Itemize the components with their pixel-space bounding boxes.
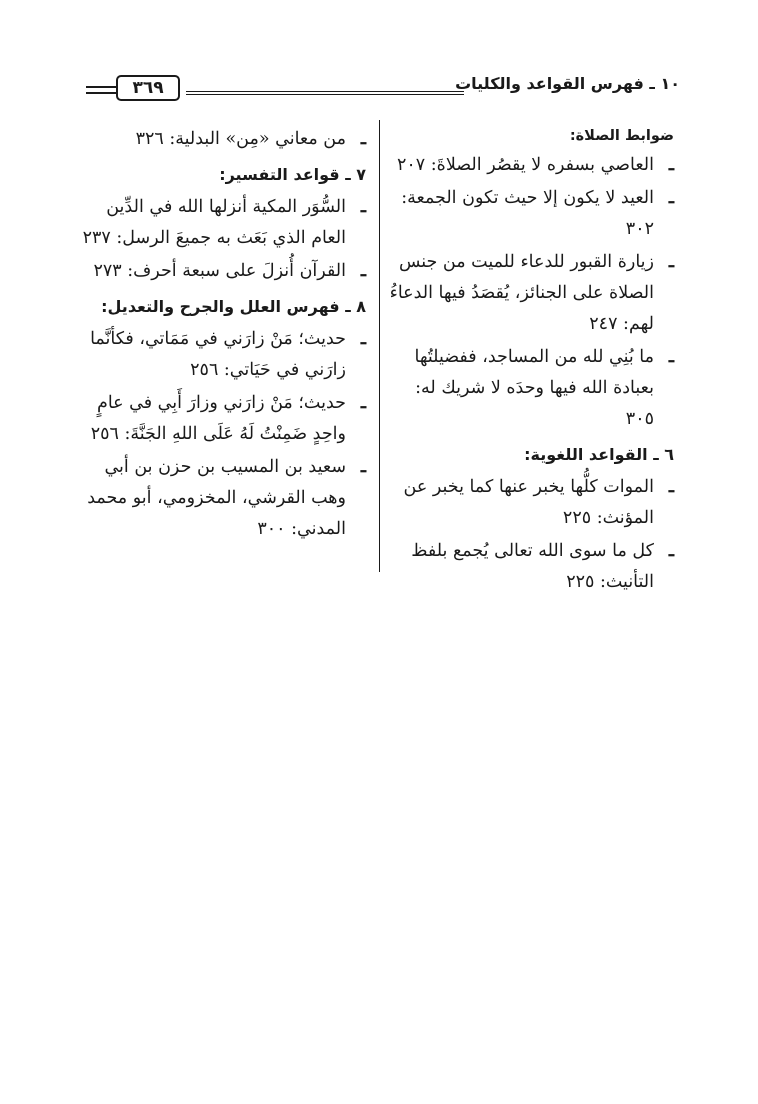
- entry-dash: ـ: [360, 457, 366, 477]
- entry-list: [66, 324, 366, 545]
- index-entry: [388, 536, 674, 598]
- entry-list: [66, 124, 366, 155]
- index-entry: [66, 256, 366, 287]
- subheading-prayer-rules: ضوابط الصلاة:: [569, 128, 674, 144]
- entry-dash: ـ: [360, 129, 366, 149]
- section-heading-6: ٦ ـ القواعد اللغوية:: [524, 445, 674, 464]
- header-rule: [186, 91, 464, 95]
- entry-dash: ـ: [360, 261, 366, 281]
- header-ornament-lines: [86, 86, 116, 98]
- page-number: ٣٦٩: [116, 75, 180, 101]
- running-title: ١٠ ـ فهرس القواعد والكليات: [455, 74, 680, 93]
- entry-text: السُّوَر المكية أنزلها الله في الدِّين العام الذي بَعَث به جميعَ الرسل: ٢٣٧: [82, 197, 346, 248]
- section-heading-7: ٧ ـ قواعد التفسير:: [219, 165, 366, 184]
- entry-text: من معاني «مِن» البدلية: ٣٢٦: [135, 129, 346, 149]
- entry-list: [388, 472, 674, 598]
- entry-text: زيارة القبور للدعاء للميت من جنس الصلاة على الجنائز، يُقصَدُ فيها الدعاءُ لهم: ٢٤٧: [389, 252, 654, 334]
- index-entry: [388, 472, 674, 534]
- entry-text: كل ما سوى الله تعالى يُجمع بلفظ التأنيث: ٢٢٥: [411, 541, 654, 592]
- entry-dash: ـ: [360, 197, 366, 217]
- entry-dash: ـ: [668, 188, 674, 208]
- entry-list: [388, 150, 674, 435]
- left-column: [66, 124, 366, 547]
- entry-text: ما بُنِي لله من المساجد، ففضيلتُها بعبادة الله فيها وحدَه لا شريك له: ٣٠٥: [414, 347, 654, 429]
- section-heading-8: ٨ ـ فهرس العلل والجرح والتعديل:: [101, 297, 366, 316]
- entry-dash: ـ: [668, 252, 674, 272]
- entry-text: القرآن أُنزلَ على سبعة أحرف: ٢٧٣: [93, 261, 346, 281]
- index-entry: [388, 150, 674, 181]
- index-entry: [66, 388, 366, 450]
- entry-text: الموات كلُّها يخبر عنها كما يخبر عن المؤنث: ٢٢٥: [403, 477, 654, 528]
- index-entry: [66, 192, 366, 254]
- index-entry: [66, 324, 366, 386]
- index-entry: [66, 124, 366, 155]
- index-entry: [388, 183, 674, 245]
- entry-text: العيد لا يكون إلا حيث تكون الجمعة: ٣٠٢: [401, 188, 654, 239]
- entry-dash: ـ: [668, 155, 674, 175]
- page-header: [86, 72, 680, 106]
- entry-dash: ـ: [360, 329, 366, 349]
- entry-dash: ـ: [668, 477, 674, 497]
- entry-text: سعيد بن المسيب بن حزن بن أبي وهب القرشي، المخزومي، أبو محمد المدني: ٣٠٠: [87, 457, 346, 539]
- index-entry: [66, 452, 366, 545]
- right-column: [388, 124, 674, 600]
- entry-text: حديث؛ مَنْ زارَني وزارَ أَبِي في عامٍ واحِدٍ ضَمِنْتُ لَهُ عَلَى اللهِ الجَنَّةَ: ٢٥٦: [90, 393, 346, 444]
- entry-dash: ـ: [668, 541, 674, 561]
- entry-dash: ـ: [360, 393, 366, 413]
- entry-list: [66, 192, 366, 287]
- index-entry: [388, 342, 674, 435]
- index-entry: [388, 247, 674, 340]
- entry-text: حديث؛ مَنْ زارَني في مَمَاتي، فكأنَّما زارَني في حَيَاتي: ٢٥٦: [90, 329, 346, 380]
- entry-text: العاصي بسفره لا يقصُر الصلاةَ: ٢٠٧: [396, 155, 654, 175]
- entry-dash: ـ: [668, 347, 674, 367]
- column-divider: [379, 120, 380, 572]
